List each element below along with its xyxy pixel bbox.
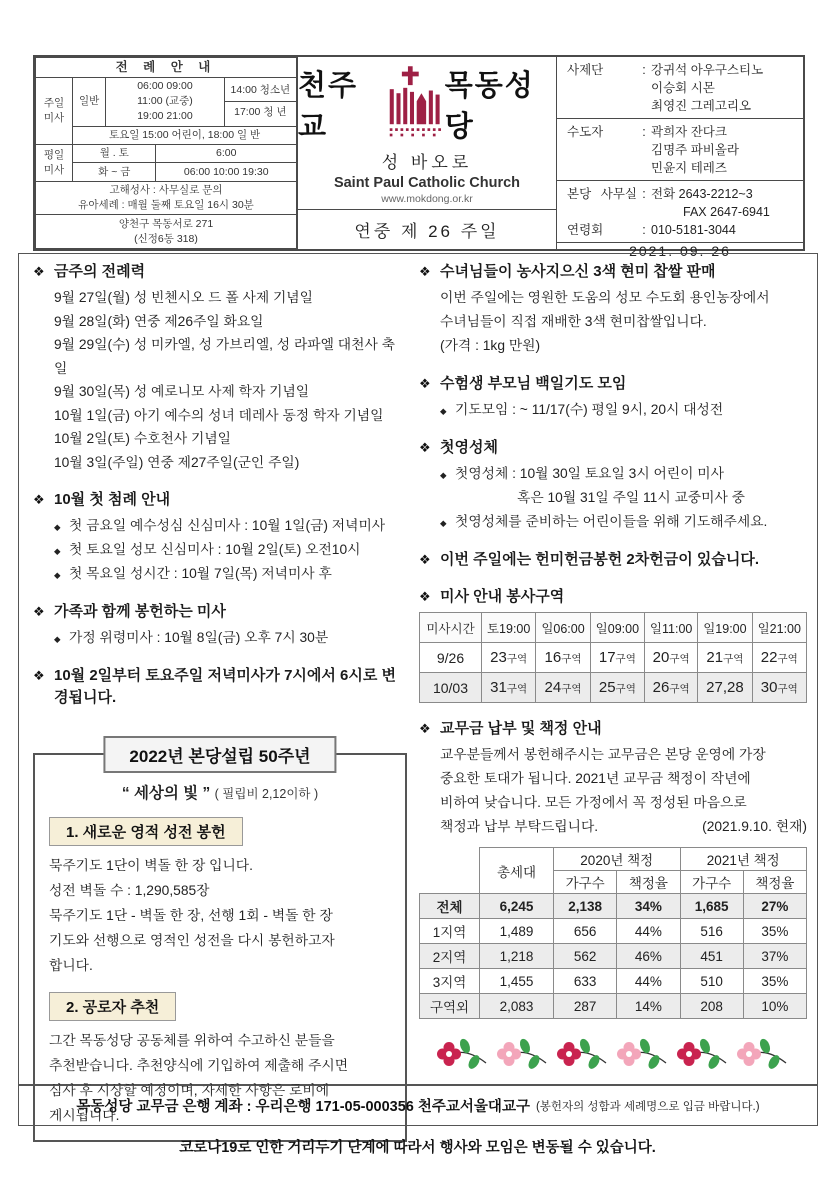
table-row xyxy=(36,78,297,127)
table-row xyxy=(36,163,297,181)
contact-row: 연령회 : 010-5181-3044 xyxy=(567,221,795,239)
district-cell: 23구역 xyxy=(482,643,536,673)
brand-row xyxy=(298,62,556,146)
motto-line xyxy=(47,781,393,803)
row-label: 구역외 xyxy=(420,994,480,1019)
church-website: www.mokdong.or.kr xyxy=(381,192,473,205)
priest-name: 강귀석 아우구스티노 xyxy=(651,63,764,77)
liturgy-item: 10월 3일(주일) 연중 제27주일(군인 주일) xyxy=(54,454,300,470)
rate-cell: 35% xyxy=(743,969,806,994)
district-cell: 16구역 xyxy=(536,643,590,673)
date-cell: 9/26 xyxy=(420,643,482,673)
anniversary-section1-text: 묵주기도 1단이 벽돌 한 장 입니다. 성전 벽돌 수 : 1,290,585장 묵주기도 1단 - 벽돌 한 장, 선행 1회 - 벽돌 한 장 기도와 선행으로 영적인 성전을 다시 봉헌하고자 합니다. xyxy=(49,858,335,973)
list-item: ◆ 첫영성체 : 10월 30일 토요일 3시 어린이 미사 xyxy=(419,462,807,486)
table-row xyxy=(420,944,807,969)
seniors-label: 연령회 xyxy=(567,223,604,237)
households-cell: 633 xyxy=(554,969,617,994)
section-title: ❖ 가족과 함께 봉헌하는 미사 xyxy=(33,601,407,623)
flower-icon xyxy=(736,1034,790,1074)
section-title: ❖ 교무금 납부 및 책정 안내 xyxy=(419,718,807,740)
rate-cell: 46% xyxy=(617,944,680,969)
table-row xyxy=(36,215,297,249)
flower-icon xyxy=(556,1034,610,1074)
column-header: 2021년 책정 xyxy=(680,848,807,871)
mass-schedule-panel xyxy=(35,57,297,249)
table-row xyxy=(420,673,807,703)
households-cell: 2,138 xyxy=(554,894,617,919)
section-title: ❖ 수녀님들이 농사지으신 3색 현미 찹쌀 판매 xyxy=(419,261,807,283)
column-header: 2020년 책정 xyxy=(554,848,681,871)
issue-date: 2021. 09. 26 xyxy=(629,243,731,259)
column-header: 총세대 xyxy=(480,848,554,894)
column-header: 일09:00 xyxy=(590,613,644,643)
bank-account-note: (봉헌자의 성함과 세례명으로 입금 바랍니다.) xyxy=(535,1100,760,1113)
flower-icon xyxy=(496,1034,550,1074)
section-title: ❖ 10월 첫 첨례 안내 xyxy=(33,489,407,511)
anniversary-section1-label: 1. 새로운 영적 성전 봉헌 xyxy=(49,817,243,846)
anniversary-box xyxy=(33,747,407,1142)
list-item: ◆ 가정 위령미사 : 10월 8일(금) 오후 7시 30분 xyxy=(33,626,407,650)
section-exam-prayer xyxy=(419,373,807,422)
column-subheader: 가구수 xyxy=(554,871,617,894)
district-cell: 25구역 xyxy=(590,673,644,703)
district-cell: 21구역 xyxy=(698,643,752,673)
table-row xyxy=(36,126,297,144)
mon-sat-time: 6:00 xyxy=(156,145,297,163)
list-item: ◆ 기도모임 : ~ 11/17(수) 평일 9시, 20시 대성전 xyxy=(419,398,807,422)
rice-sale-text: 이번 주일에는 영원한 도움의 성모 수도회 용인농장에서 수녀님들이 직접 재배한 3색 현미찹쌀입니다. (가격 : 1kg 만원) xyxy=(440,290,770,353)
table-header-row xyxy=(420,613,807,643)
priests-group xyxy=(557,57,803,119)
column-subheader: 가구수 xyxy=(680,871,743,894)
rate-cell: 10% xyxy=(743,994,806,1019)
religious-name: 곽희자 잔다크 xyxy=(651,125,727,139)
section-title: ❖ 첫영성체 xyxy=(419,437,807,459)
logo-area xyxy=(298,57,556,209)
flower-icon xyxy=(676,1034,730,1074)
section-stipend xyxy=(419,718,807,1019)
total-cell: 1,489 xyxy=(480,919,554,944)
stipend-as-of-date: (2021.9.10. 현재) xyxy=(702,819,807,834)
column-header: 일21:00 xyxy=(752,613,806,643)
mass-districts-table xyxy=(419,612,807,703)
rate-cell: 27% xyxy=(743,894,806,919)
contacts-panel xyxy=(557,57,803,259)
mass-schedule-table xyxy=(35,57,297,249)
column-subheader: 책정율 xyxy=(743,871,806,894)
masthead xyxy=(33,55,805,259)
stipend-text: 교우분들께서 봉헌해주시는 교무금은 본당 운영에 가장 중요한 토대가 됩니다. 2021년 교무금 책정이 작년에 비하여 낮습니다. 모든 가정에서 꼭 정성된 마음으로 책정과 납부 부탁드립니다. xyxy=(440,747,766,834)
schedule-title: 전 례 안 내 xyxy=(36,58,297,78)
office-phone: 전화 2643-2212~3 xyxy=(651,187,753,201)
households-cell: 287 xyxy=(554,994,617,1019)
district-cell: 24구역 xyxy=(536,673,590,703)
section-first-communion xyxy=(419,437,807,534)
sunday-mass-label: 주일 미사 xyxy=(36,78,73,145)
table-header-row xyxy=(420,848,807,871)
right-column xyxy=(419,261,807,1074)
district-cell: 31구역 xyxy=(482,673,536,703)
column-header: 일19:00 xyxy=(698,613,752,643)
confession-baptism-cell: 고해성사 : 사무실로 문의 유아세례 : 매월 둘째 토요일 16시 30분 xyxy=(36,181,297,215)
rate-cell: 34% xyxy=(617,894,680,919)
households-cell: 562 xyxy=(554,944,617,969)
section-title: ❖ 금주의 전례력 xyxy=(33,261,407,283)
tue-fri-times: 06:00 10:00 19:30 xyxy=(156,163,297,181)
households-cell: 656 xyxy=(554,919,617,944)
list-item-continuation: 혹은 10월 31일 주일 11시 교중미사 중 xyxy=(517,490,745,505)
flower-icon xyxy=(436,1034,490,1074)
office-fax: FAX 2647-6941 xyxy=(683,205,770,219)
section-rice-sale xyxy=(419,261,807,358)
left-column xyxy=(33,261,407,1142)
contact-row: 수도자 : 곽희자 잔다크 김명주 파비올라 민윤지 테레즈 xyxy=(567,123,795,177)
logo-panel xyxy=(297,57,557,249)
flower-decoration-row xyxy=(419,1034,807,1074)
section-mass-districts xyxy=(419,586,807,703)
liturgy-item: 9월 29일(수) 성 미카엘, 성 가브리엘, 성 라파엘 대천사 축일 xyxy=(54,337,395,376)
tue-fri-label: 화 ~ 금 xyxy=(73,163,156,181)
households-cell: 1,685 xyxy=(680,894,743,919)
anniversary-title: 2022년 본당설립 50주년 xyxy=(103,736,336,773)
section-time-change xyxy=(33,665,407,709)
total-cell: 6,245 xyxy=(480,894,554,919)
list-item: ◆ 첫 목요일 성시간 : 10월 7일(목) 저녁미사 후 xyxy=(33,562,407,586)
list-item: ◆ 첫영성체를 준비하는 어린이들을 위해 기도해주세요. xyxy=(419,510,807,534)
section-family-mass xyxy=(33,601,407,650)
row-label: 2지역 xyxy=(420,944,480,969)
table-row xyxy=(36,58,297,78)
column-header: 일06:00 xyxy=(536,613,590,643)
stipend-table xyxy=(419,847,807,1019)
blank-cell xyxy=(420,848,480,894)
saturday-times: 토요일 15:00 어린이, 18:00 일 반 xyxy=(73,126,297,144)
table-row xyxy=(36,181,297,215)
bank-account-box xyxy=(18,1085,818,1126)
covid-notice: 코로나19로 인한 거리두기 단계에 따라서 행사와 모임은 변동될 수 있습니다. xyxy=(179,1140,656,1156)
sunday-general-times: 06:00 09:00 11:00 (교중) 19:00 21:00 xyxy=(106,78,224,127)
priest-name: 최영진 그레고리오 xyxy=(651,99,752,113)
brand-name-left: 천주교 xyxy=(298,69,359,143)
section-second-collection xyxy=(419,549,807,571)
rate-cell: 35% xyxy=(743,919,806,944)
religious-group xyxy=(557,119,803,181)
district-cell: 26구역 xyxy=(645,673,698,703)
rate-cell: 37% xyxy=(743,944,806,969)
households-cell: 208 xyxy=(680,994,743,1019)
table-row xyxy=(420,969,807,994)
table-row xyxy=(36,145,297,163)
district-cell: 17구역 xyxy=(590,643,644,673)
row-label: 3지역 xyxy=(420,969,480,994)
column-header: 토19:00 xyxy=(482,613,536,643)
district-cell: 20구역 xyxy=(645,643,698,673)
office-group xyxy=(557,181,803,243)
contact-row: 사제단 : 강귀석 아우구스티노 이승회 시몬 최영진 그레고리오 xyxy=(567,61,795,115)
stipend-paragraph xyxy=(419,743,807,839)
households-cell: 451 xyxy=(680,944,743,969)
weekday-mass-label: 평일 미사 xyxy=(36,145,73,182)
rate-cell: 14% xyxy=(617,994,680,1019)
time-change-notice: ❖ 10월 2일부터 토요주일 저녁미사가 7시에서 6시로 변경됩니다. xyxy=(33,665,407,709)
column-header: 일11:00 xyxy=(645,613,698,643)
date-cell: 10/03 xyxy=(420,673,482,703)
section-title: ❖ 미사 안내 봉사구역 xyxy=(419,586,807,608)
liturgy-item: 10월 2일(토) 수호천사 기념일 xyxy=(54,431,231,446)
liturgy-item: 9월 27일(월) 성 빈첸시오 드 폴 사제 기념일 xyxy=(54,290,313,305)
contact-row: 본당 사무실 : 전화 2643-2212~3 FAX 2647-6941 xyxy=(567,185,795,221)
table-row xyxy=(420,894,807,919)
column-subheader: 책정율 xyxy=(617,871,680,894)
section-october-first xyxy=(33,489,407,586)
total-cell: 1,218 xyxy=(480,944,554,969)
church-logo-icon xyxy=(383,62,442,146)
church-name-en: Saint Paul Catholic Church xyxy=(333,174,521,191)
liturgy-item: 9월 30일(목) 성 예로니모 사제 학자 기념일 xyxy=(54,384,310,399)
flower-icon xyxy=(616,1034,670,1074)
patron-saint: 성 바오로 xyxy=(381,152,473,172)
anniversary-section2-text: 그간 목동성당 공동체를 위하여 수고하신 분들을 추천받습니다. 추천양식에 기입하여 제출해 주시면 심사 후 시상할 예정이며, 자세한 사항은 로비에 게시됩니다. xyxy=(49,1033,349,1123)
anniversary-section2-label: 2. 공로자 추천 xyxy=(49,992,176,1021)
rate-cell: 44% xyxy=(617,919,680,944)
church-address: 양천구 목동서로 271 (신정6동 318) xyxy=(36,215,297,249)
liturgy-item: 9월 28일(화) 연중 제26주일 화요일 xyxy=(54,313,264,329)
district-cell: 30구역 xyxy=(752,673,806,703)
priests-label: 사제단 xyxy=(567,63,604,77)
bank-account-line: 목동성당 교무금 은행 계좌 : 우리은행 171-05-000356 천주교서울대교구 xyxy=(76,1099,530,1115)
column-header: 미사시간 xyxy=(420,613,482,643)
households-cell: 516 xyxy=(680,919,743,944)
youth-times: 14:00 청소년 17:00 청 년 xyxy=(224,78,296,127)
religious-label: 수도자 xyxy=(567,125,604,139)
section-liturgical-calendar xyxy=(33,261,407,474)
mon-sat-label: 월 . 토 xyxy=(73,145,156,163)
liturgy-item: 10월 1일(금) 아기 예수의 성녀 데레사 동정 학자 기념일 xyxy=(54,407,384,423)
households-cell: 510 xyxy=(680,969,743,994)
motto: “ 세상의 빛 ” xyxy=(121,785,211,802)
table-row xyxy=(420,994,807,1019)
total-cell: 2,083 xyxy=(480,994,554,1019)
table-row xyxy=(420,919,807,944)
second-collection-notice: ❖ 이번 주일에는 헌미헌금봉헌 2차헌금이 있습니다. xyxy=(419,549,807,571)
table-row xyxy=(420,643,807,673)
religious-name: 김명주 파비올라 xyxy=(651,143,739,157)
rate-cell: 44% xyxy=(617,969,680,994)
section-title: ❖ 수험생 부모님 백일기도 모임 xyxy=(419,373,807,395)
district-cell: 22구역 xyxy=(752,643,806,673)
brand-name-right: 목동성당 xyxy=(444,69,535,143)
list-item: ◆ 첫 금요일 예수성심 신심미사 : 10월 1일(금) 저녁미사 xyxy=(33,514,407,538)
office-label: 본당 사무실 xyxy=(567,187,637,201)
row-label: 전체 xyxy=(420,894,480,919)
religious-name: 민윤지 테레즈 xyxy=(651,161,727,175)
general-label: 일반 xyxy=(73,78,106,127)
liturgical-week-title: 연중 제 26 주일 xyxy=(298,209,556,249)
row-label: 1지역 xyxy=(420,919,480,944)
total-cell: 1,455 xyxy=(480,969,554,994)
district-cell: 27,28 xyxy=(698,673,752,703)
priest-name: 이승회 시몬 xyxy=(651,81,715,95)
list-item: ◆ 첫 토요일 성모 신심미사 : 10월 2일(토) 오전10시 xyxy=(33,538,407,562)
motto-reference: ( 필립비 2,12이하 ) xyxy=(214,787,319,801)
seniors-phone: 010-5181-3044 xyxy=(651,223,736,237)
